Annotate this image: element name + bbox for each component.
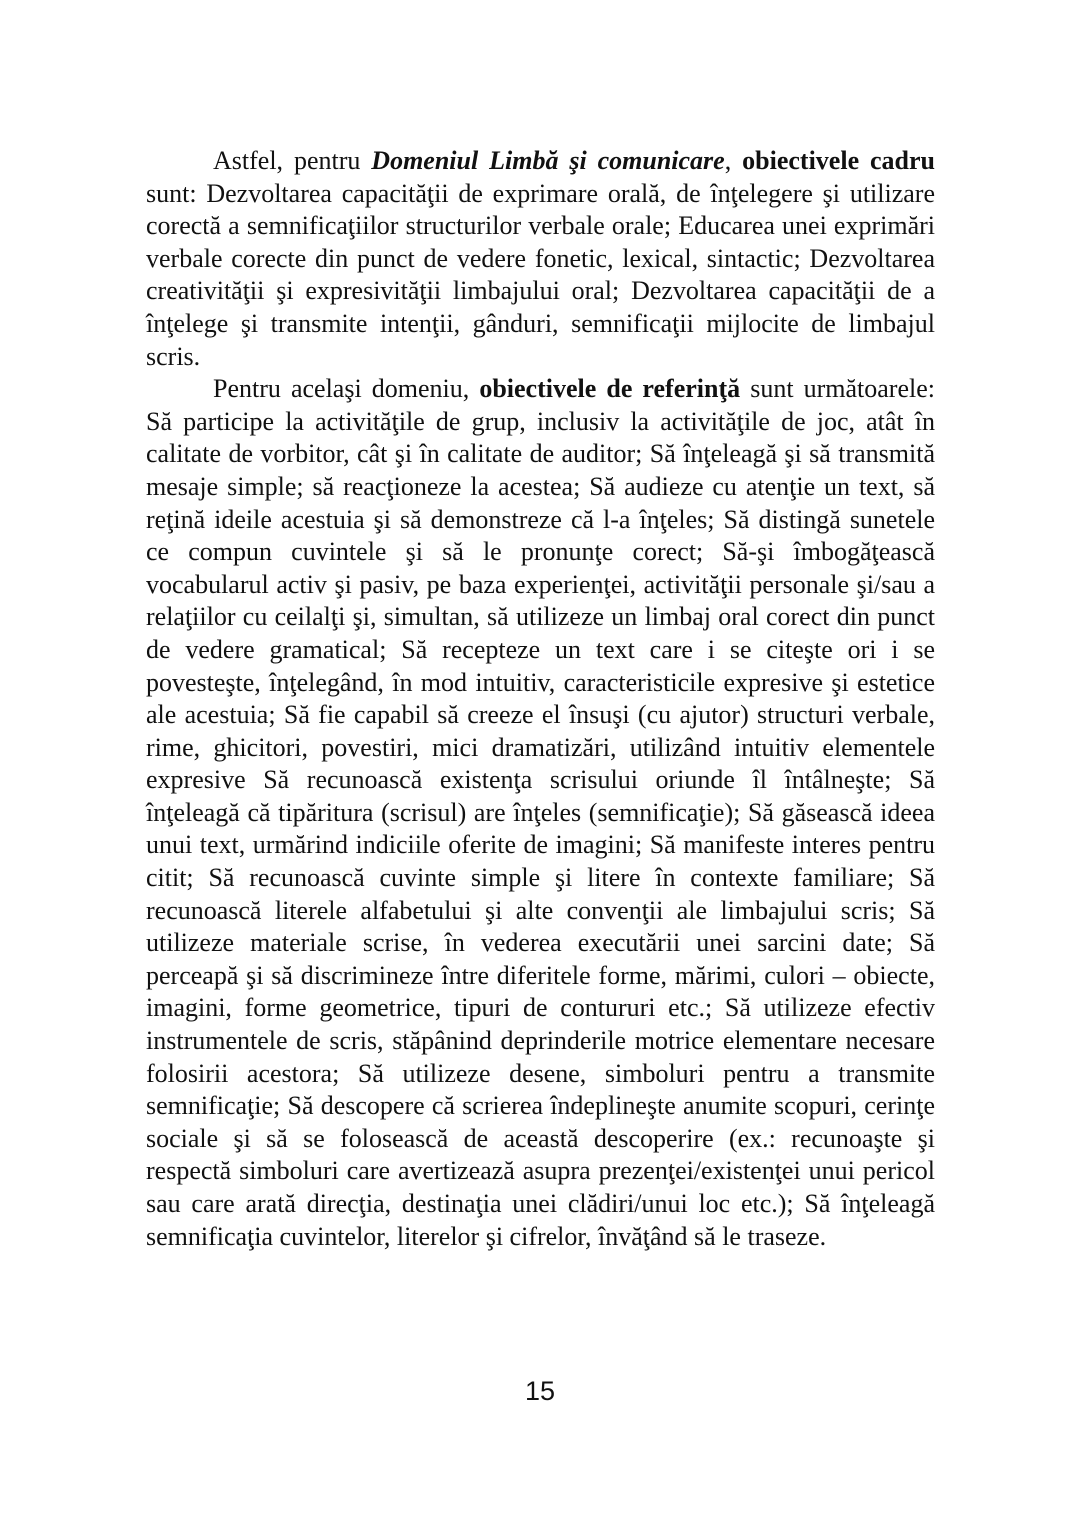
paragraph-reference-objectives bbox=[146, 373, 935, 1253]
paragraph-2-intro: Pentru acelaşi domeniu, bbox=[213, 374, 480, 404]
domain-title: Domeniul Limbă şi comunicare bbox=[371, 146, 725, 175]
reference-objectives-term: obiectivele de referinţă bbox=[479, 374, 741, 404]
paragraph-1-comma: , bbox=[724, 146, 743, 175]
framework-objectives-term: obiectivele cadru bbox=[742, 146, 936, 175]
page-body bbox=[146, 145, 935, 1253]
page-number: 15 bbox=[524, 1376, 556, 1406]
paragraph-1-intro: Astfel, pentru bbox=[213, 146, 372, 175]
paragraph-language-domain-framework-objectives bbox=[146, 145, 935, 373]
paragraph-2-body: sunt următoarele: Să participe la activităţile de grup, inclusiv la activităţile de joc, atât în calitate de vorbitor, cât şi în calitate de auditor; Să înţeleagă şi să transmită mesaje simple; să reacţioneze la acestea; Să audieze cu atenţie un text, să reţină ideile acestuia şi să demonstreze că l-a înţeles; Să distingă sunetele ce compun cuvintele şi să le pronunţe corect; Să-şi îmbogăţească vocabularul activ şi pasiv, pe baza experienţei, activităţii personale şi/sau a relaţiilor cu ceilalţi şi, simultan, să utilizeze un limbaj oral corect din punct de vedere gramatical; Să recepteze un text care i se citeşte ori i se povesteşte, înţelegând, în mod intuitiv, caracteristicile expresive şi estetice ale acestuia; Să fie capabil să creeze el însuşi (cu ajutor) structuri verbale, rime, ghicitori, povestiri, mici dramatizări, utilizând intuitiv elementele expresive Să recunoască existenţa scrisului oriunde îl întâlneşte; Să înţeleagă că tipăritura (scrisul) are înţeles (semnificaţie); Să găsească ideea unui text, urmărind indiciile oferite de imagini; Să manifeste interes pentru citit; Să recunoască cuvinte simple şi litere în contexte familiare; Să recunoască literele alfabetului şi alte convenţii ale limbajului scris; Să utilizeze materiale scrise, în vederea executării unei sarcini date; Să perceapă şi să discrimineze între diferitele forme, mărimi, culori – obiecte, imagini, forme geometrice, tipuri de contururi etc.; Să utilizeze efectiv instrumentele de scris, stăpânind deprinderile motrice elementare necesare folosirii acestora; Să utilizeze desene, simboluri pentru a transmite semnificaţie; Să descopere că scrierea îndeplineşte anumite scopuri, cerinţe sociale şi să se folosească de această descoperire (ex.: recunoaşte şi respectă simboluri care avertizează asupra prezenţei/existenţei unui pericol sau care arată direcţia, destinaţia unei clădiri/unui loc etc.); Să înţeleagă semnificaţia cuvintelor, literelor şi cifrelor, învăţând să le traseze. bbox=[146, 374, 935, 1251]
paragraph-1-body: sunt: Dezvoltarea capacităţii de exprimare orală, de înţelegere şi utilizare corectă a semnificaţiilor structurilor verbale orale; Educarea unei exprimări verbale corecte din punct de vedere fonetic, lexical, sintactic; Dezvoltarea creativităţii şi expresivităţii limbajului oral; Dezvoltarea capacităţii de a înţelege şi transmite intenţii, gânduri, semnificaţii mijlocite de limbajul scris. bbox=[146, 178, 935, 371]
